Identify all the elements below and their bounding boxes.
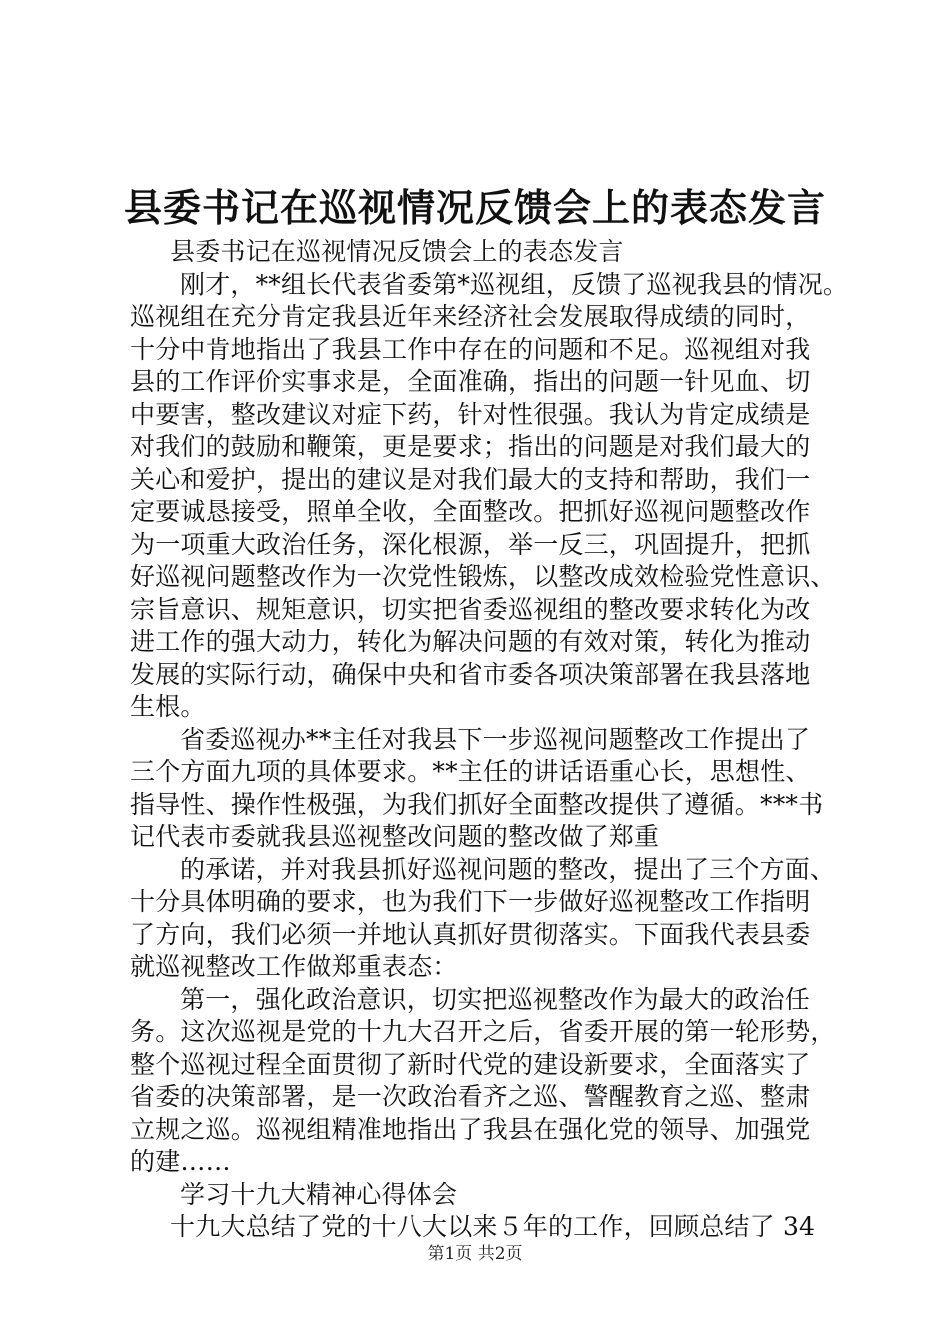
text-line: 立规之巡。巡视组精准地指出了我县在强化党的领导、加强党 [130,1114,811,1144]
text-line: 为一项重大政治任务，深化根源，举一反三，巩固提升，把抓 [130,529,811,559]
text-line: 省委巡视办**主任对我县下一步巡视问题整改工作提出了 [180,724,811,754]
text-line: 的建…… [130,1147,231,1176]
text-line: 进工作的强大动力，转化为解决问题的有效对策，转化为推动 [130,627,811,656]
text-line: 了方向，我们必须一并地认真抓好贯彻落实。下面我代表县委 [130,919,811,949]
text-line: 发展的实际行动，确保中央和省市委各项决策部署在我县落地 [130,659,811,689]
text-line: 中要害，整改建议对症下药，针对性很强。我认为肯定成绩是 [130,399,811,429]
text-line: 整个巡视过程全面贯彻了新时代党的建设新要求，全面落实了 [130,1049,811,1079]
text-line: 三个方面九项的具体要求。**主任的讲话语重心长，思想性、 [130,757,811,786]
text-line: 好巡视问题整改作为一次党性锻炼，以整改成效检验党性意识、 [130,562,836,591]
text-line: 学习十九大精神心得体会 [180,1179,458,1209]
text-line: 就巡视整改工作做郑重表态： [130,952,458,981]
document-body [130,236,850,1244]
text-line: 十九大总结了党的十八大以来５年的工作，回顾总结了 34 [170,1212,816,1241]
text-line: 宗旨意识、规矩意识，切实把省委巡视组的整改要求转化为改 [130,594,811,624]
document-title: 县委书记在巡视情况反馈会上的表态发言 [123,185,826,230]
text-line: 第一，强化政治意识，切实把巡视整改作为最大的政治任 [180,984,811,1014]
text-line: 刚才，**组长代表省委第*巡视组，反馈了巡视我县的情况。 [180,269,849,299]
text-line: 省委的决策部署，是一次政治看齐之巡、警醒教育之巡、整肃 [130,1082,811,1111]
text-line: 县的工作评价实事求是，全面准确，指出的问题一针见血、切 [130,367,811,396]
text-line: 的承诺，并对我县抓好巡视问题的整改，提出了三个方面、 [180,854,836,884]
text-line: 务。这次巡视是党的十九大召开之后，省委开展的第一轮形势， [130,1017,836,1046]
text-line: 县委书记在巡视情况反馈会上的表态发言 [170,237,624,266]
text-line: 关心和爱护，提出的建议是对我们最大的支持和帮助，我们一 [130,464,811,494]
text-line: 十分具体明确的要求，也为我们下一步做好巡视整改工作指明 [130,887,811,916]
text-line: 指导性、操作性极强，为我们抓好全面整改提供了遵循。***书 [130,789,824,819]
text-line: 定要诚恳接受，照单全收，全面整改。把抓好巡视问题整改作 [130,497,811,526]
page-footer: 第1页 共2页 [427,1244,523,1264]
text-line: 生根。 [130,692,206,721]
text-line: 对我们的鼓励和鞭策，更是要求；指出的问题是对我们最大的 [130,432,811,461]
text-line: 记代表市委就我县巡视整改问题的整改做了郑重 [130,822,660,851]
text-line: 巡视组在充分肯定我县近年来经济社会发展取得成绩的同时， [130,302,811,331]
text-line: 十分中肯地指出了我县工作中存在的问题和不足。巡视组对我 [130,334,811,364]
